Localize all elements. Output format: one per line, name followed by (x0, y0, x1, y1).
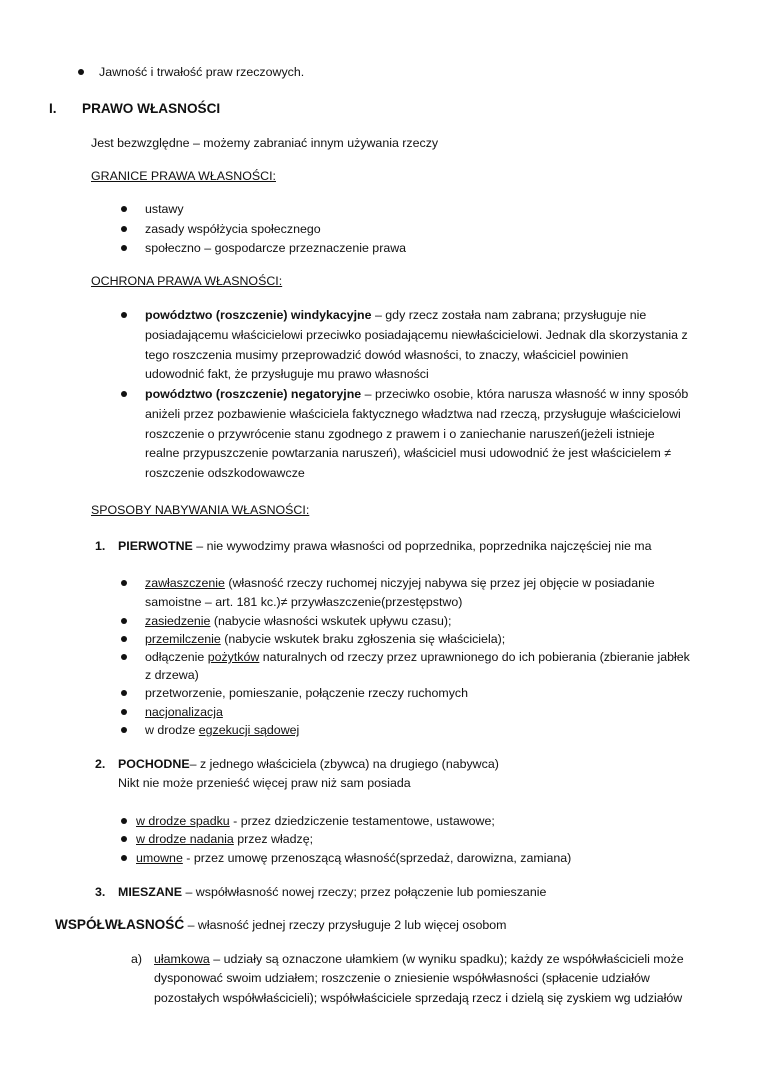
zawlaszczenie-line: zawłaszczenie (własność rzeczy ruchomej niczyjej nabywa się przez jej objęcie w posiadanie (145, 576, 655, 590)
ochrona-heading: OCHRONA PRAWA WŁASNOŚCI: (91, 274, 283, 288)
bullet-icon (121, 312, 127, 318)
mieszane-number: 3. (95, 885, 106, 899)
section-intro: Jest bezwzględne – możemy zabraniać innym używania rzeczy (91, 136, 439, 150)
umowa-line: umowne - przez umowę przenoszącą własność(sprzedaż, darowizna, zamiana) (136, 851, 572, 865)
bullet-icon (121, 226, 127, 232)
pochodne-number: 2. (95, 757, 106, 771)
przetworzenie-line: przetworzenie, pomieszanie, połączenie rzeczy ruchomych (145, 686, 468, 700)
pierwotne-line: PIERWOTNE – nie wywodzimy prawa własności od poprzednika, poprzednika najczęściej nie ma (118, 539, 652, 553)
bullet-icon (121, 818, 127, 824)
zawlaszczenie-line: samoistne – art. 181 kc.)≠ przywłaszczenie(przestępstwo) (145, 595, 463, 609)
section-numeral: I. (49, 101, 57, 116)
nacjonalizacja-line: nacjonalizacja (145, 705, 223, 719)
negatoryjne-term: powództwo (roszczenie) negatoryjne (145, 387, 362, 401)
negatoryjne-line: roszczenie odszkodowawcze (145, 466, 305, 480)
granice-heading: GRANICE PRAWA WŁASNOŚCI: (91, 169, 276, 183)
section-title: PRAWO WŁASNOŚCI (82, 101, 221, 116)
windykacyjne-line: tego roszczenia musimy przeprowadzić dowód własności, to znaczy, właściciel powinien (145, 348, 629, 362)
negatoryjne-line: aniżeli przez pozbawienie właściciela faktycznego władztwa nad rzeczą, przysługuje właścicielowi (145, 407, 681, 421)
bullet-icon (121, 391, 127, 397)
bullet-icon (121, 636, 127, 642)
ulamkowa-line: dysponować swoim udziałem; roszczenie o zniesienie współwłasności (spłacenie udziałów (154, 971, 650, 985)
bullet-icon (121, 855, 127, 861)
windykacyjne-line: posiadającemu właścicielowi przeciwko posiadającemu niewłaścicielowi. Jednak dla skorzystania z (145, 328, 688, 342)
bullet-icon (121, 580, 127, 586)
ulamkowa-line: pozostałych współwłaścicieli); współwłaściciele sprzedają rzecz i dzielą się zyskiem wg udziałów (154, 991, 683, 1005)
bullet-icon (121, 206, 127, 212)
pochodne-line: POCHODNE– z jednego właściciela (zbywca) na drugiego (nabywca) (118, 757, 499, 771)
wspolwlasnosc-a-label: a) (131, 952, 143, 966)
wspolwlasnosc-line: WSPÓŁWŁASNOŚĆ – własność jednej rzeczy przysługuje 2 lub więcej osobom (55, 917, 507, 932)
mieszane-line: MIESZANE – współwłasność nowej rzeczy; przez połączenie lub pomieszanie (118, 885, 547, 899)
granice-item: społeczno – gospodarcze przeznaczenie prawa (145, 241, 407, 255)
bullet-icon (121, 836, 127, 842)
spadek-line: w drodze spadku - przez dziedziczenie testamentowe, ustawowe; (136, 814, 495, 828)
bullet-icon (121, 618, 127, 624)
windykacyjne-line: powództwo (roszczenie) windykacyjne – gdy rzecz została nam zabrana; przysługuje nie (145, 308, 647, 322)
bullet-icon (121, 709, 127, 715)
granice-item: ustawy (145, 202, 184, 216)
nadanie-line: w drodze nadania przez władzę; (136, 832, 314, 846)
pierwotne-number: 1. (95, 539, 106, 553)
ulamkowa-line: ułamkowa – udziały są oznaczone ułamkiem (w wyniku spadku); każdy ze współwłaścicieli może (154, 952, 684, 966)
windykacyjne-term: powództwo (roszczenie) windykacyjne (145, 308, 372, 322)
negatoryjne-line: powództwo (roszczenie) negatoryjne – przeciwko osobie, która narusza własność w inny sposób (145, 387, 689, 401)
windykacyjne-line: udowodnić fakt, że przysługuje mu prawo własności (145, 367, 429, 381)
odlaczenie-line: z drzewa) (145, 668, 199, 682)
przemilczenie-line: przemilczenie (nabycie wskutek braku zgłoszenia się właściciela); (145, 632, 506, 646)
bullet-icon (78, 69, 84, 75)
sposoby-heading: SPOSOBY NABYWANIA WŁASNOŚCI: (91, 503, 310, 517)
bullet-icon (121, 245, 127, 251)
bullet-icon (121, 690, 127, 696)
odlaczenie-line: odłączenie pożytków naturalnych od rzeczy przez uprawnionego do ich pobierania (zbieranie jabłek (145, 650, 690, 664)
top-bullet-text: Jawność i trwałość praw rzeczowych. (99, 65, 305, 79)
zasiedzenie-line: zasiedzenie (nabycie własności wskutek upływu czasu); (145, 614, 452, 628)
granice-item: zasady współżycia społecznego (145, 222, 321, 236)
negatoryjne-line: roszczenie o przywrócenie stanu zgodnego z prawem i o zaniechanie naruszeń(jeżeli istnieje (145, 427, 655, 441)
egzekucja-line: w drodze egzekucji sądowej (145, 723, 300, 737)
negatoryjne-line: realne przypuszczenie powtarzania naruszeń), właściciel musi udowodnić że jest właścicielem ≠ (145, 446, 672, 460)
pochodne-line: Nikt nie może przenieść więcej praw niż sam posiada (118, 776, 411, 790)
bullet-icon (121, 727, 127, 733)
bullet-icon (121, 654, 127, 660)
